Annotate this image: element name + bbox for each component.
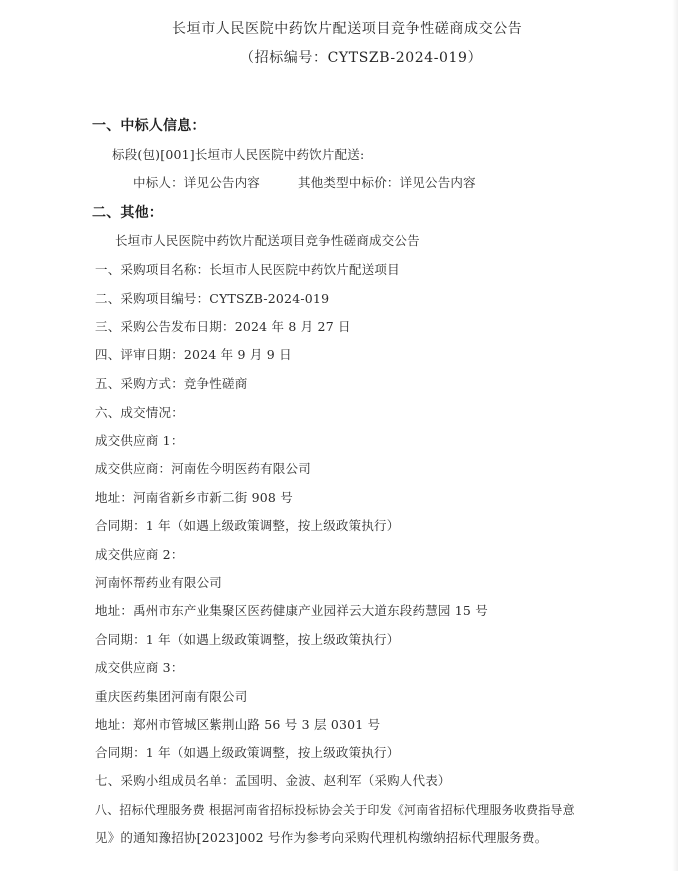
- project-name-line: 一、采购项目名称：长垣市人民医院中药饮片配送项目: [95, 262, 400, 277]
- section-heading-other: 二、其他：: [92, 205, 163, 221]
- lot-line: 标段(包)[001]长垣市人民医院中药饮片配送:: [112, 147, 365, 162]
- review-date-line: 四、评审日期：2024 年 9 月 9 日: [95, 347, 292, 362]
- supplier-1-contract: 合同期：1 年（如遇上级政策调整，按上级政策执行）: [95, 518, 400, 533]
- supplier-2-name: 河南怀帮药业有限公司: [95, 575, 223, 590]
- supplier-1-address: 地址：河南省新乡市新二街 908 号: [95, 490, 293, 505]
- committee-members-line: 七、采购小组成员名单：孟国明、金波、赵利军（采购人代表）: [95, 773, 451, 788]
- section-heading-winner-info: 一、中标人信息：: [92, 118, 206, 134]
- supplier-3-label: 成交供应商 3：: [95, 660, 184, 675]
- supplier-1-name: 成交供应商：河南佐今明医药有限公司: [95, 461, 311, 476]
- agency-fee-line-1: 八、招标代理服务费 根据河南省招标投标协会关于印发《河南省招标代理服务收费指导意: [95, 803, 575, 817]
- document-title: 长垣市人民医院中药饮片配送项目竞争性磋商成交公告: [172, 21, 523, 37]
- price-line: 其他类型中标价：详见公告内容: [298, 175, 476, 190]
- supplier-3-name: 重庆医药集团河南有限公司: [95, 689, 248, 704]
- procurement-method-line: 五、采购方式：竞争性磋商: [95, 376, 248, 391]
- tender-number: （招标编号：CYTSZB-2024-019）: [240, 50, 483, 66]
- announcement-intro: 长垣市人民医院中药饮片配送项目竞争性磋商成交公告: [115, 233, 420, 248]
- supplier-3-contract: 合同期：1 年（如遇上级政策调整，按上级政策执行）: [95, 745, 400, 760]
- supplier-1-label: 成交供应商 1：: [95, 433, 184, 448]
- winner-line: 中标人：详见公告内容: [133, 175, 261, 190]
- supplier-2-contract: 合同期：1 年（如遇上级政策调整，按上级政策执行）: [95, 632, 400, 647]
- supplier-2-label: 成交供应商 2：: [95, 547, 184, 562]
- award-status-line: 六、成交情况：: [95, 405, 184, 420]
- agency-fee-line-2: 见》的通知豫招协[2023]002 号作为参考向采购代理机构缴纳招标代理服务费。: [95, 830, 548, 845]
- publish-date-line: 三、采购公告发布日期：2024 年 8 月 27 日: [95, 319, 351, 334]
- supplier-2-address: 地址：禹州市东产业集聚区医药健康产业园祥云大道东段药慧园 15 号: [95, 603, 488, 618]
- project-number-line: 二、采购项目编号：CYTSZB-2024-019: [95, 291, 330, 306]
- page-edge-shadow: [672, 0, 678, 871]
- supplier-3-address: 地址：郑州市管城区紫荆山路 56 号 3 层 0301 号: [95, 717, 381, 732]
